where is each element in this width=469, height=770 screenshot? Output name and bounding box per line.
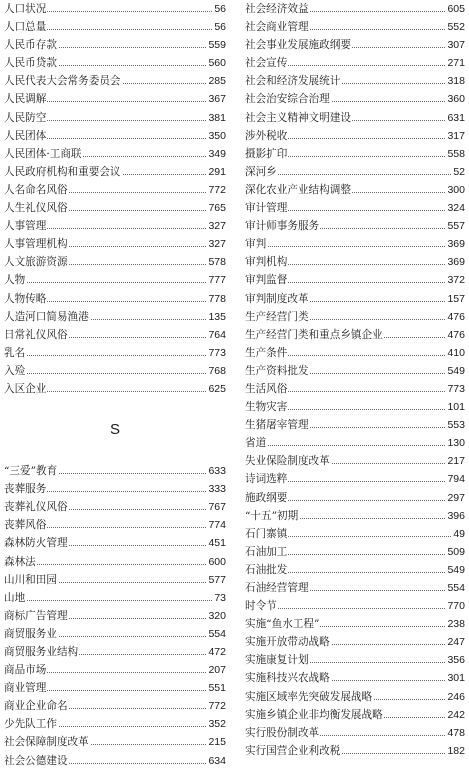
index-entry [4,344,226,362]
leader-dots [4,600,226,601]
index-entry [245,416,465,434]
index-entry [245,669,465,687]
index-entry-label: 生物灾害 [245,398,288,416]
index-entry-label: 石油加工 [245,543,288,561]
index-entry [4,380,226,398]
index-entry-page-number: 410 [446,344,465,362]
index-entry-label: 失业保险制度改革 [245,452,331,470]
index-entry [245,651,465,669]
section-letter-heading: S [109,421,120,439]
index-entry-page-number: 207 [207,661,226,679]
index-entry-label: 商标广告管理 [4,607,69,625]
leader-dots [245,445,465,446]
index-entry [245,163,465,181]
index-entry [245,452,465,470]
index-entry-page-number: 307 [446,36,465,54]
index-entry-page-number: 605 [446,0,465,18]
index-entry-label: 人生礼仪风俗 [4,199,69,217]
index-entry-label: 社会经济效益 [245,0,310,18]
index-entry-page-number: 472 [207,643,226,661]
index-entry-label: 审判制度改革 [245,290,310,308]
index-entry [245,615,465,633]
index-entry-page-number: 367 [207,90,226,108]
index-entry [245,724,465,742]
index-entry [4,271,226,289]
index-entry [245,470,465,488]
index-entry-label: 人物传略 [4,290,47,308]
index-entry [245,109,465,127]
index-entry-page-number: 770 [446,597,465,615]
index-entry-page-number: 549 [446,362,465,380]
index-entry-label: 人文旅游资源 [4,253,69,271]
index-entry-page-number: 634 [207,752,226,770]
index-entry-page-number: 549 [446,561,465,579]
index-entry [245,290,465,308]
index-entry [245,380,465,398]
index-entry [245,579,465,597]
index-entry [245,525,465,543]
index-entry [4,733,226,751]
index-entry-label: 人事管理机构 [4,235,69,253]
index-entry-page-number: 451 [207,534,226,552]
index-entry-page-number: 350 [207,127,226,145]
index-entry-label: 实行股份制改革 [245,724,320,742]
index-entry [245,253,465,271]
index-entry-page-number: 551 [207,679,226,697]
index-entry-label: “十五”初期 [245,507,299,525]
index-entry-label: 实施区域率先突破发展战略 [245,688,373,706]
index-entry-page-number: 327 [207,235,226,253]
index-entry [245,489,465,507]
index-entry [4,715,226,733]
leader-dots [4,373,226,374]
index-entry-label: 人口状况 [4,0,47,18]
index-entry-label: 审判机构 [245,253,288,271]
index-entry-page-number: 317 [446,127,465,145]
index-entry-label: 诗词选粹 [245,470,288,488]
index-entry [4,308,226,326]
index-entry [245,271,465,289]
index-entry [245,127,465,145]
index-entry-label: 生产经营门类和重点乡镇企业 [245,326,384,344]
index-entry-page-number: 242 [446,706,465,724]
index-entry-label: 商业企业命名 [4,697,69,715]
leader-dots [245,608,465,609]
index-entry-label: 实施康复计划 [245,651,310,669]
index-entry [4,516,226,534]
index-entry-label: 石油批发 [245,561,288,579]
index-entry [4,643,226,661]
index-entry-label: 人事管理 [4,217,47,235]
index-entry [245,742,465,760]
index-entry-page-number: 764 [207,326,226,344]
index-entry-label: 丧葬风俗 [4,516,47,534]
index-entry-page-number: 625 [207,380,226,398]
index-entry-label: 丧葬服务 [4,480,47,498]
index-entry [4,362,226,380]
index-entry-label: 审计师事务服务 [245,217,320,235]
index-entry-page-number: 767 [207,498,226,516]
index-entry-page-number: 238 [446,615,465,633]
leader-dots [4,564,226,565]
index-entry-page-number: 552 [446,18,465,36]
index-entry [245,688,465,706]
index-entry-label: 人民代表大会常务委员会 [4,72,122,90]
leader-dots [4,355,226,356]
index-entry-page-number: 768 [207,362,226,380]
index-entry-page-number: 157 [446,290,465,308]
index-entry [245,633,465,651]
index-entry-label: 入殓 [4,362,26,380]
index-entry [4,326,226,344]
index-entry [4,199,226,217]
index-entry-label: 人民币存款 [4,36,58,54]
index-entry-page-number: 56 [213,18,226,36]
index-entry [245,235,465,253]
index-entry [245,18,465,36]
index-entry-label: 审判 [245,235,267,253]
index-entry-label: 时令节 [245,597,278,615]
index-entry-label: 实施乡镇企业非均衡发展战略 [245,706,384,724]
index-entry-page-number: 557 [446,217,465,235]
index-entry-page-number: 773 [207,344,226,362]
index-entry-label: 商品市场 [4,661,47,679]
index-entry-page-number: 554 [446,579,465,597]
index-entry-page-number: 369 [446,253,465,271]
index-entry [245,308,465,326]
index-entry [245,706,465,724]
index-entry-label: 山地 [4,589,26,607]
index-entry-page-number: 369 [446,235,465,253]
index-entry-page-number: 765 [207,199,226,217]
index-entry [4,127,226,145]
index-entry-label: 社会事业发展施政纲要 [245,36,352,54]
index-entry [245,362,465,380]
index-entry-label: 石油经营管理 [245,579,310,597]
index-entry [245,90,465,108]
index-entry-label: 实施“鱼水工程” [245,615,320,633]
index-entry [245,72,465,90]
index-entry-label: 社会宣传 [245,54,288,72]
index-entry [245,54,465,72]
index-entry [245,199,465,217]
index-entry-page-number: 247 [446,633,465,651]
index-entry [4,54,226,72]
index-entry-label: 人民调解 [4,90,47,108]
index-entry-page-number: 349 [207,145,226,163]
index-entry-label: 人民团体 [4,127,47,145]
index-entry [4,235,226,253]
index-entry-label: 山川和田园 [4,571,58,589]
index-entry-label: 石门寨镇 [245,525,288,543]
index-entry-page-number: 215 [207,733,226,751]
index-entry-label: 日常礼仪风俗 [4,326,69,344]
leader-dots [4,282,226,283]
index-entry [4,697,226,715]
index-list-s-section-continued [245,0,465,760]
index-entry [245,217,465,235]
index-entry-label: 摄影扩印 [245,145,288,163]
index-entry-page-number: 778 [207,290,226,308]
index-entry [4,163,226,181]
index-entry-label: 人造河口简易渔港 [4,308,90,326]
index-entry-page-number: 356 [446,651,465,669]
index-entry [245,0,465,18]
index-entry-page-number: 577 [207,571,226,589]
index-entry [4,534,226,552]
index-entry-page-number: 396 [446,507,465,525]
index-entry-page-number: 101 [446,398,465,416]
index-entry [245,344,465,362]
index-entry-label: 人民团体·工商联 [4,145,83,163]
index-entry-label: 丧葬礼仪风俗 [4,498,69,516]
index-entry-label: 社会和经济发展统计 [245,72,341,90]
index-entry-page-number: 559 [207,36,226,54]
index-entry-label: 生产条件 [245,344,288,362]
index-entry [4,571,226,589]
index-entry-page-number: 333 [207,480,226,498]
index-entry-label: 施政纲要 [245,489,288,507]
index-entry-label: 生猪屠宰管理 [245,416,310,434]
index-entry [245,561,465,579]
index-entry [4,36,226,54]
index-entry-page-number: 318 [446,72,465,90]
index-entry [245,145,465,163]
index-entry-label: 商贸服务业结构 [4,643,79,661]
index-entry [4,498,226,516]
index-entry-label: 审计管理 [245,199,288,217]
index-entry-page-number: 52 [452,163,465,181]
index-entry-page-number: 246 [446,688,465,706]
index-entry-page-number: 73 [213,589,226,607]
index-entry-page-number: 774 [207,516,226,534]
index-entry-label: 森林法 [4,553,37,571]
index-entry-page-number: 777 [207,271,226,289]
index-entry-label: 社会治安综合治理 [245,90,331,108]
index-entry-page-number: 49 [452,525,465,543]
leader-dots [245,246,465,247]
index-entry-label: 社会保障制度改革 [4,733,90,751]
index-entry [4,679,226,697]
index-entry-label: 人民防空 [4,109,47,127]
index-entry [4,72,226,90]
index-entry-page-number: 291 [207,163,226,181]
index-entry-label: 人口总量 [4,18,47,36]
index-entry-page-number: 476 [446,326,465,344]
index-entry-page-number: 773 [446,380,465,398]
index-entry-page-number: 301 [446,669,465,687]
index-entry-label: 涉外税收 [245,127,288,145]
index-entry [245,597,465,615]
index-entry [4,18,226,36]
index-entry-page-number: 271 [446,54,465,72]
index-list-s-section-start [4,462,226,770]
index-list-r-section-end [4,0,226,398]
index-entry-page-number: 772 [207,697,226,715]
index-entry-page-number: 327 [207,217,226,235]
index-entry-label: 商业管理 [4,679,47,697]
leader-dots [245,174,465,175]
index-entry-label: 省道 [245,434,267,452]
index-entry [245,326,465,344]
index-entry-label: 森林防火管理 [4,534,69,552]
index-entry-label: 人民政府机构和重要会议 [4,163,122,181]
index-entry-page-number: 217 [446,452,465,470]
index-entry-page-number: 794 [446,470,465,488]
index-entry-label: 社会公德建设 [4,752,69,770]
index-entry [4,752,226,770]
index-entry-page-number: 381 [207,109,226,127]
index-entry-label: 生产资料批发 [245,362,310,380]
index-entry-label: 社会主义精神文明建设 [245,109,352,127]
index-entry-page-number: 352 [207,715,226,733]
index-entry [4,0,226,18]
index-entry [4,625,226,643]
index-entry [4,253,226,271]
index-entry [4,480,226,498]
index-entry [4,90,226,108]
index-entry-page-number: 478 [446,724,465,742]
index-entry-label: 少先队工作 [4,715,58,733]
index-entry-page-number: 56 [213,0,226,18]
index-entry-label: 实施开放带动战略 [245,633,331,651]
index-entry [245,398,465,416]
index-entry-page-number: 600 [207,553,226,571]
index-entry-label: 深化农业产业结构调整 [245,181,352,199]
index-entry-page-number: 772 [207,181,226,199]
index-column-left [4,0,226,770]
index-entry [4,553,226,571]
index-entry-label: 人物 [4,271,26,289]
index-column-right [245,0,465,760]
index-entry-page-number: 324 [446,199,465,217]
index-entry-label: 乳名 [4,344,26,362]
index-entry-label: 社会商业管理 [245,18,310,36]
index-entry-label: 人民币贷款 [4,54,58,72]
index-entry-label: 生产经营门类 [245,308,310,326]
index-entry-label: 入区企业 [4,380,47,398]
index-entry-page-number: 631 [446,109,465,127]
index-entry-page-number: 560 [207,54,226,72]
index-entry-label: 商贸服务业 [4,625,58,643]
index-entry-label: 实施科技兴农战略 [245,669,331,687]
index-entry [4,290,226,308]
index-entry [4,181,226,199]
index-entry-page-number: 300 [446,181,465,199]
index-entry [4,462,226,480]
index-entry-page-number: 509 [446,543,465,561]
index-entry-label: 深河乡 [245,163,278,181]
index-entry-label: 实行国营企业利改税 [245,742,341,760]
index-entry-page-number: 320 [207,607,226,625]
index-entry [4,589,226,607]
index-entry [245,543,465,561]
index-entry-page-number: 476 [446,308,465,326]
index-entry-page-number: 130 [446,434,465,452]
index-entry-page-number: 372 [446,271,465,289]
index-entry [245,507,465,525]
index-entry-page-number: 135 [207,308,226,326]
index-entry-page-number: 553 [446,416,465,434]
index-entry-label: 审判监督 [245,271,288,289]
index-entry [4,661,226,679]
index-entry-page-number: 558 [446,145,465,163]
index-entry-page-number: 297 [446,489,465,507]
index-entry-page-number: 633 [207,462,226,480]
index-entry-page-number: 578 [207,253,226,271]
index-entry-page-number: 285 [207,72,226,90]
index-entry [4,145,226,163]
index-entry [4,607,226,625]
index-entry-label: 人名命名风俗 [4,181,69,199]
index-entry-page-number: 182 [446,742,465,760]
index-entry-page-number: 554 [207,625,226,643]
index-entry [4,217,226,235]
index-entry [245,181,465,199]
index-entry-label: “三爱”教育 [4,462,58,480]
index-entry [4,109,226,127]
index-entry-page-number: 360 [446,90,465,108]
index-entry [245,434,465,452]
index-entry-label: 生活风俗 [245,380,288,398]
index-entry [245,36,465,54]
